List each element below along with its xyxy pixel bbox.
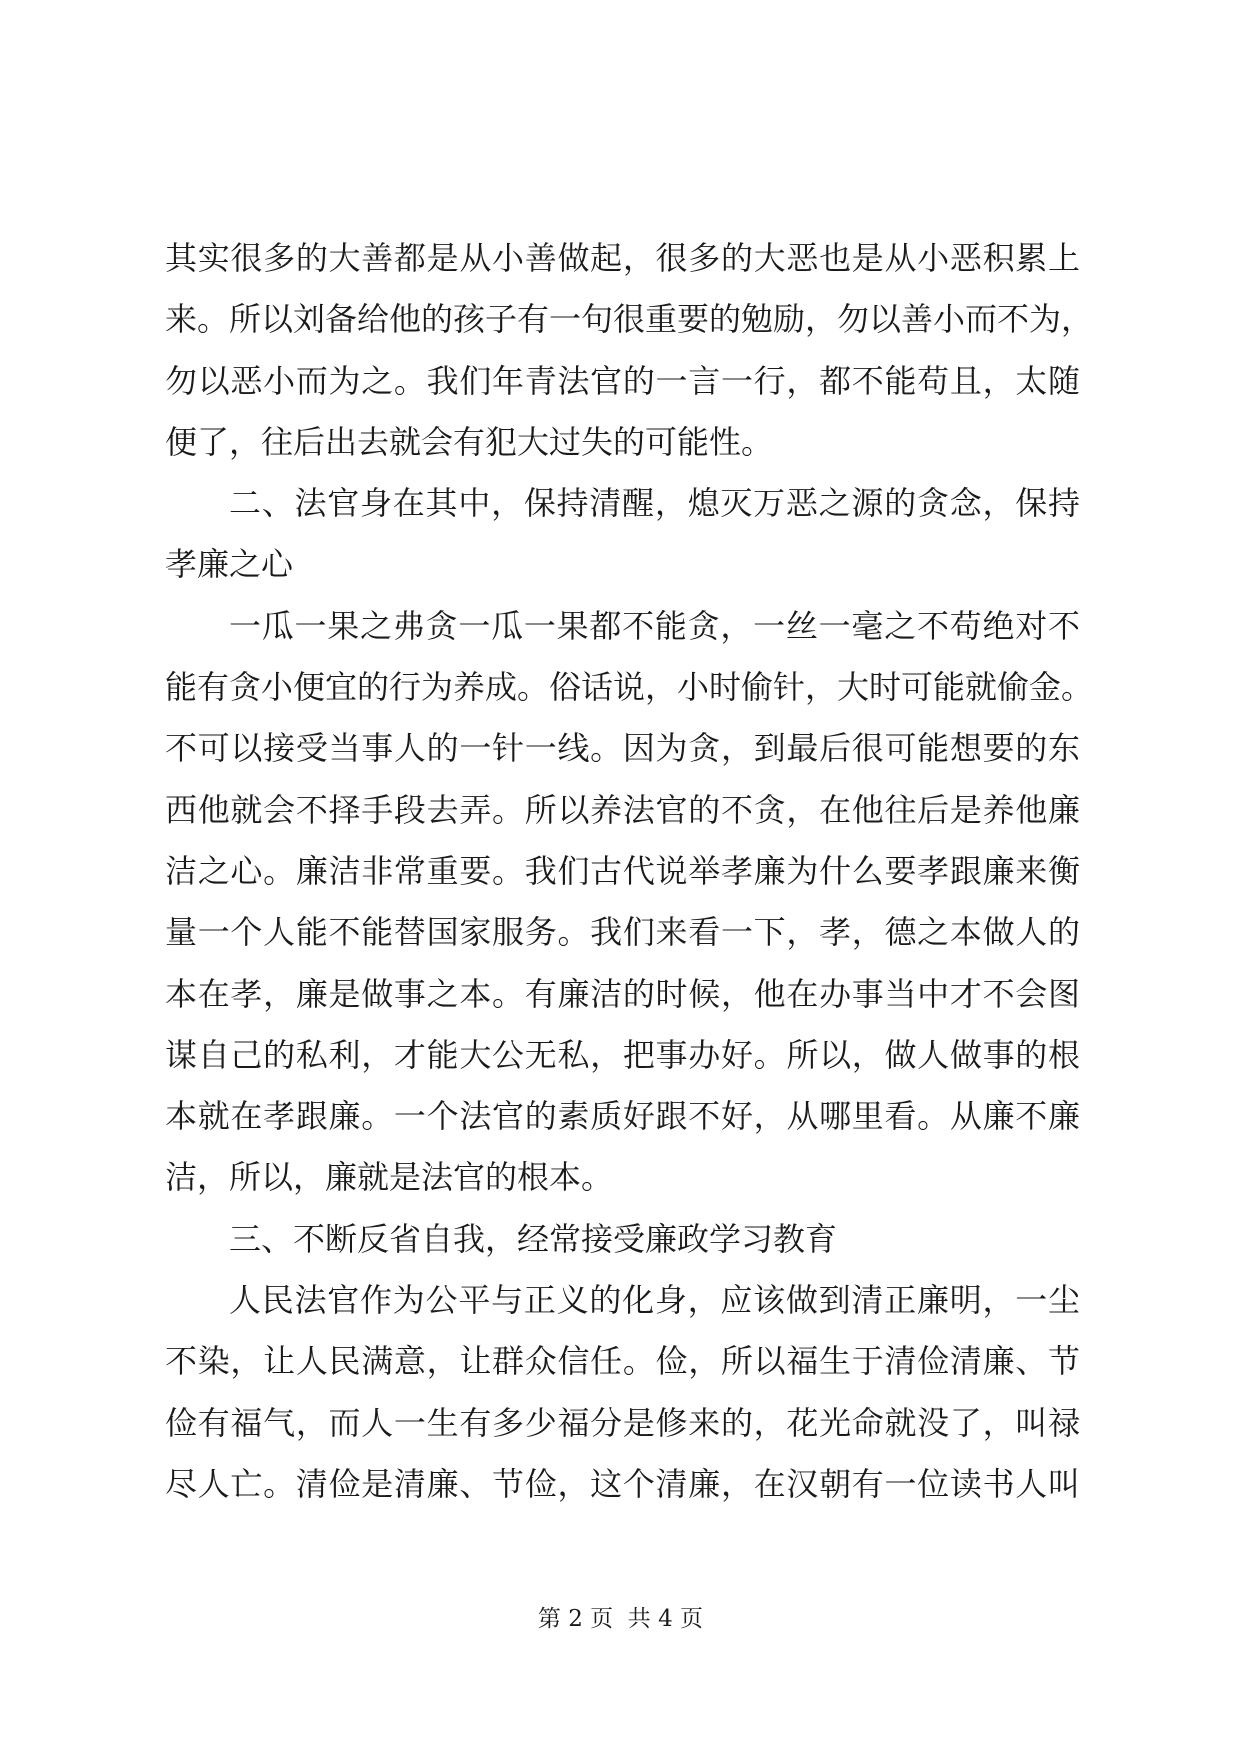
text-line: 不染，让人民满意，让群众信任。俭，所以福生于清俭清廉、节 xyxy=(165,1342,1080,1381)
text-line: 勿以恶小而为之。我们年青法官的一言一行，都不能苟且，太随 xyxy=(165,361,1080,400)
text-line: 洁之心。廉洁非常重要。我们古代说举孝廉为什么要孝跟廉来衡 xyxy=(165,851,1080,890)
text-line: 本就在孝跟廉。一个法官的素质好跟不好，从哪里看。从廉不廉 xyxy=(165,1097,1080,1136)
text-line: 其实很多的大善都是从小善做起，很多的大恶也是从小恶积累上 xyxy=(165,239,1080,277)
body-text xyxy=(165,228,1094,1515)
text-line: 二、法官身在其中，保持清醒，熄灭万恶之源的贪念，保持 xyxy=(229,484,1080,523)
text-line: 孝廉之心 xyxy=(165,545,294,584)
text-line: 西他就会不择手段去弄。所以养法官的不贪，在他往后是养他廉 xyxy=(165,790,1080,829)
text-line: 俭有福气，而人一生有多少福分是修来的，花光命就没了，叫禄 xyxy=(165,1403,1080,1442)
text-line: 本在孝，廉是做事之本。有廉洁的时候，他在办事当中才不会图 xyxy=(165,974,1080,1013)
page-footer xyxy=(0,1604,1241,1634)
page-number-label: 第 2 页 共 4 页 xyxy=(537,1606,704,1632)
text-line: 便了，往后出去就会有犯大过失的可能性。 xyxy=(165,422,774,461)
text-line: 量一个人能不能替国家服务。我们来看一下，孝，德之本做人的 xyxy=(165,913,1080,952)
text-line: 不可以接受当事人的一针一线。因为贪，到最后很可能想要的东 xyxy=(165,729,1080,768)
text-line: 人民法官作为公平与正义的化身，应该做到清正廉明，一尘 xyxy=(229,1281,1080,1320)
text-line: 能有贪小便宜的行为养成。俗话说，小时偷针，大时可能就偷金。 xyxy=(165,668,1094,707)
text-line: 来。所以刘备给他的孩子有一句很重要的勉励，勿以善小而不为， xyxy=(165,300,1094,339)
text-line: 洁，所以，廉就是法官的根本。 xyxy=(165,1158,614,1197)
text-line: 尽人亡。清俭是清廉、节俭，这个清廉，在汉朝有一位读书人叫 xyxy=(165,1464,1080,1503)
text-line: 一瓜一果之弗贪一瓜一果都不能贪，一丝一毫之不苟绝对不 xyxy=(229,606,1080,645)
text-line: 三、不断反省自我，经常接受廉政学习教育 xyxy=(229,1219,838,1258)
text-line: 谋自己的私利，才能大公无私，把事办好。所以，做人做事的根 xyxy=(165,1035,1080,1074)
